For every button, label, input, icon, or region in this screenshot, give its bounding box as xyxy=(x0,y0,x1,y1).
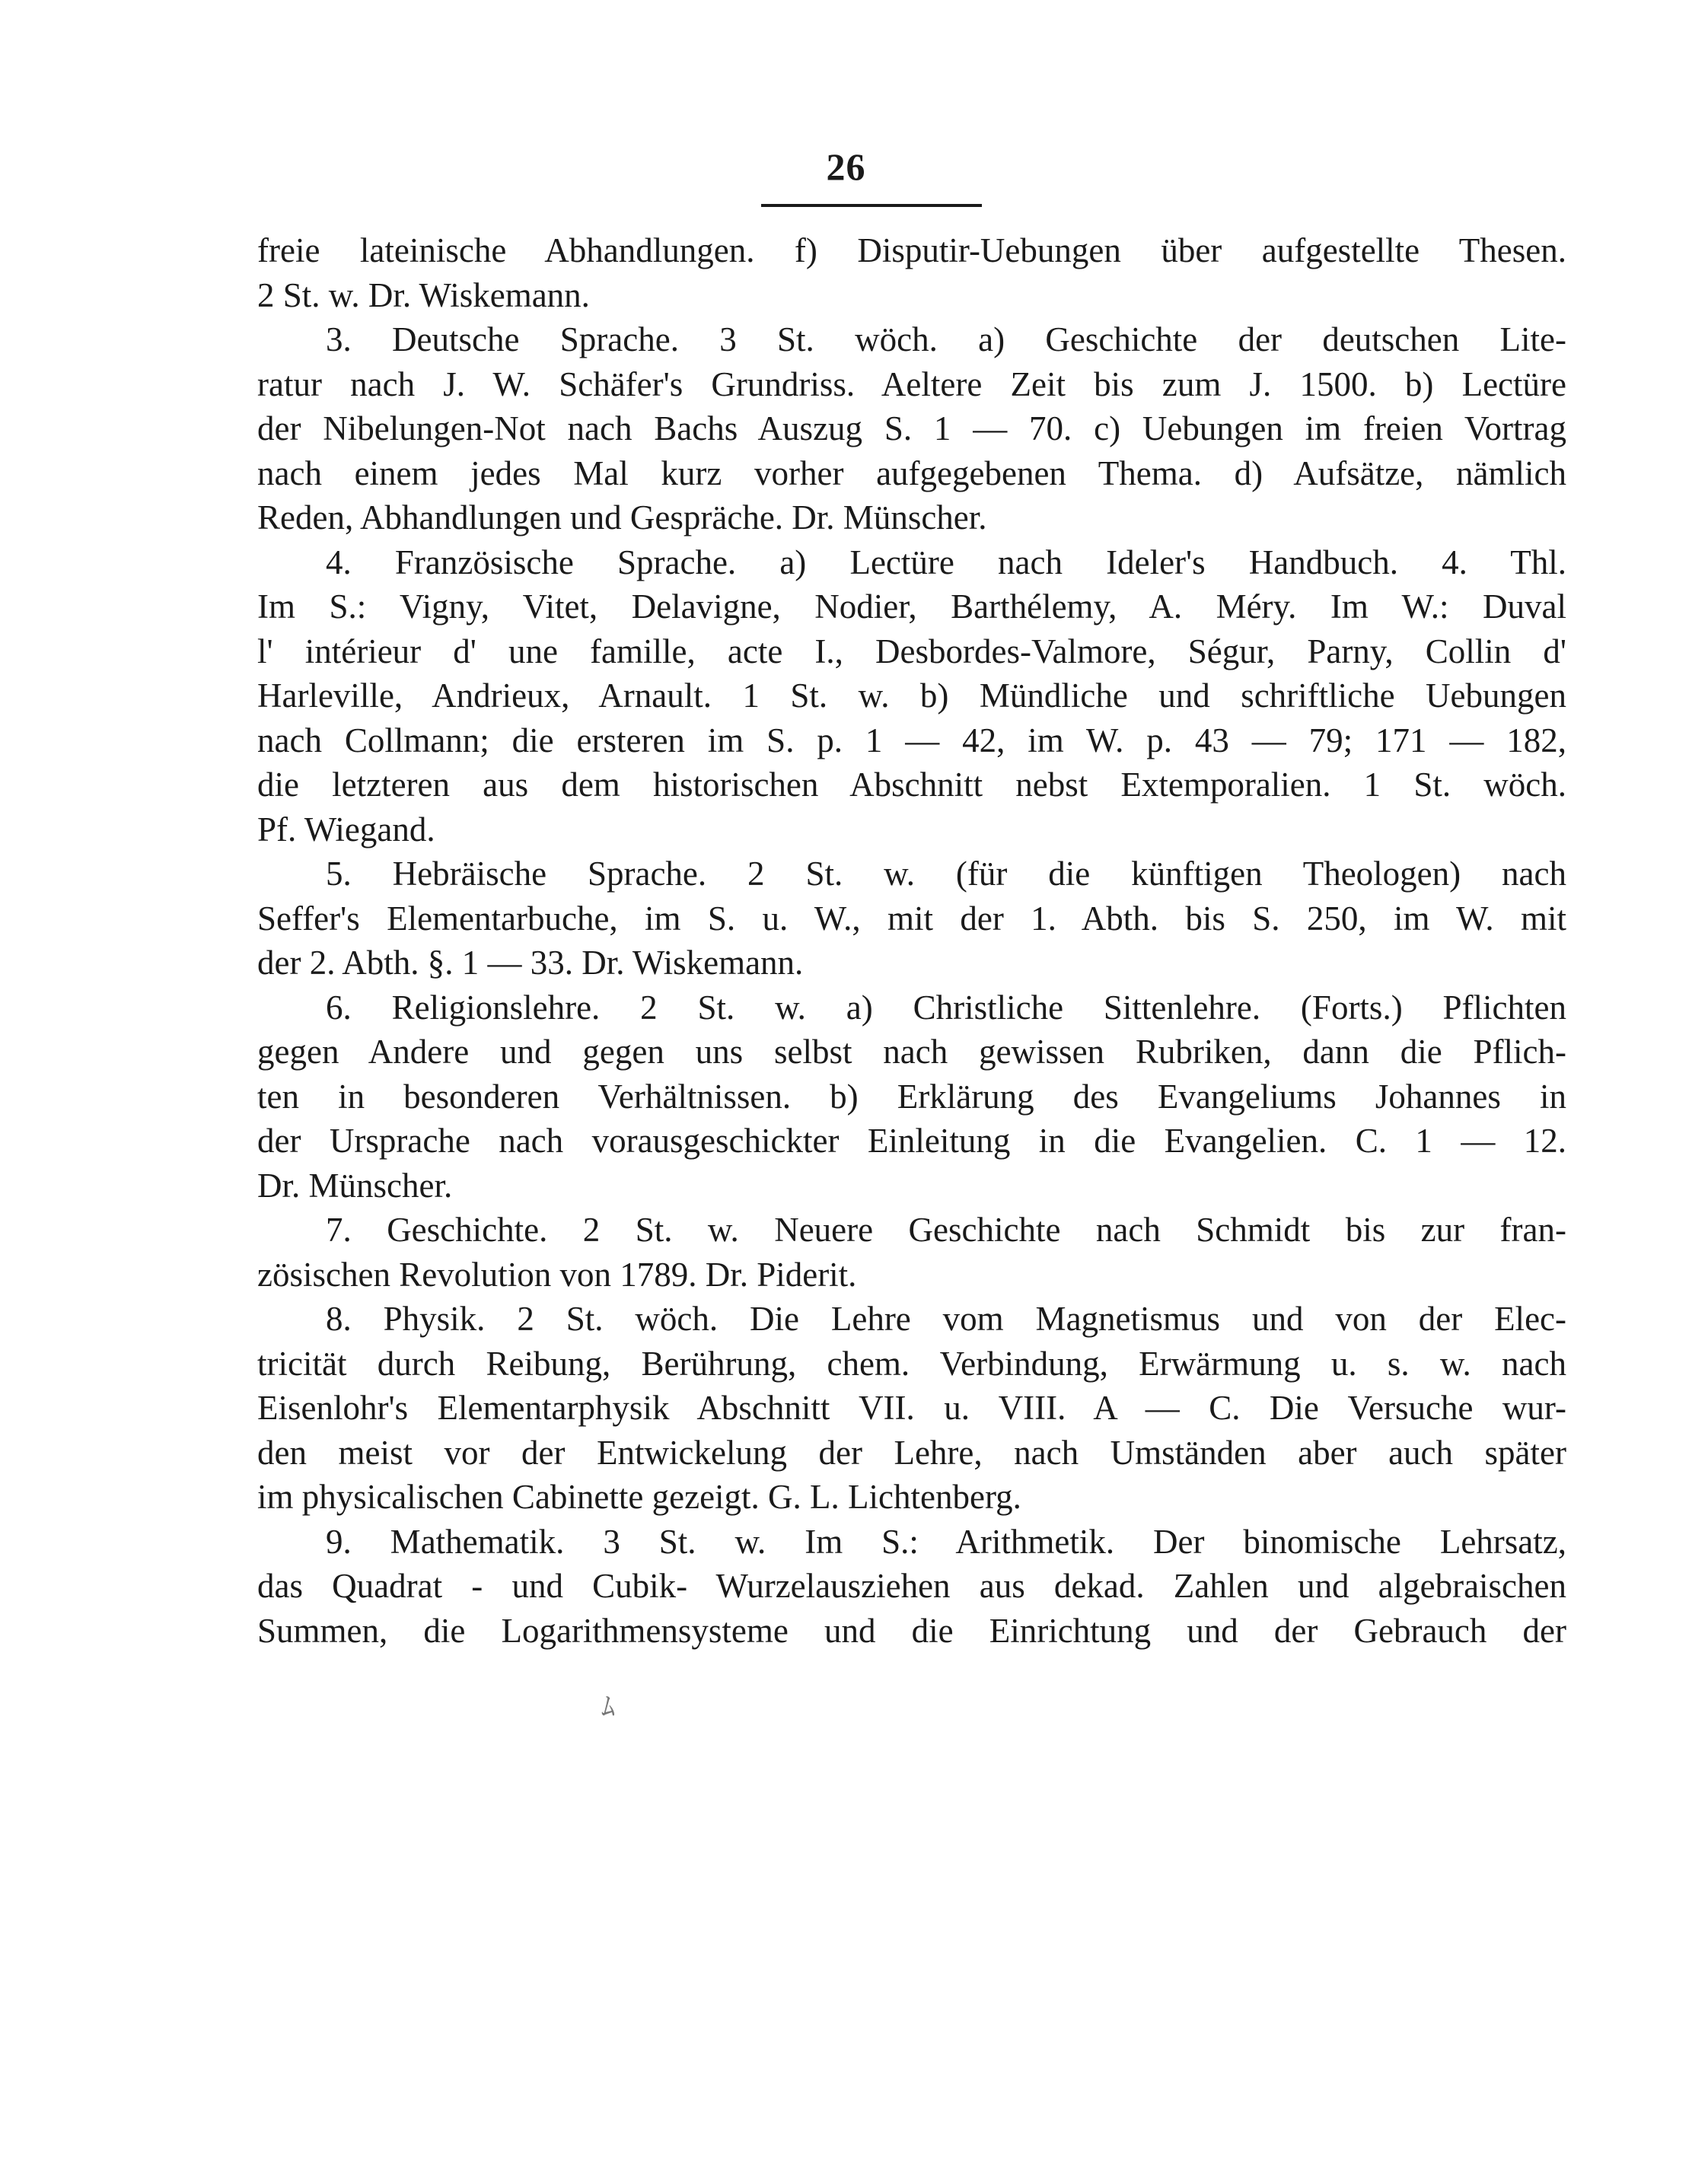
text-line: Eisenlohr's Elementarphysik Abschnitt VII. u. VIII. A — C. Die Versuche wur- xyxy=(257,1389,1566,1427)
text-line: der Ursprache nach vorausgeschickter Einleitung in die Evangelien. C. 1 — 12. xyxy=(257,1122,1566,1160)
text-line: Dr. Münscher. xyxy=(257,1166,453,1205)
text-line: der 2. Abth. §. 1 — 33. Dr. Wiskemann. xyxy=(257,944,804,982)
stray-print-mark: ﾑ xyxy=(601,1692,615,1722)
section-heading-geschichte: 7. Geschichte. 2 St. w. Neuere Geschichte nach Schmidt bis zur fran- xyxy=(326,1211,1566,1249)
text-line: Im S.: Vigny, Vitet, Delavigne, Nodier, Barthélemy, A. Méry. Im W.: Duval xyxy=(257,587,1566,626)
section-heading-franzoesische-sprache: 4. Französische Sprache. a) Lectüre nach Ideler's Handbuch. 4. Thl. xyxy=(326,543,1566,581)
body-text xyxy=(257,228,1566,1653)
text-line: die letzteren aus dem historischen Abschnitt nebst Extemporalien. 1 St. wöch. xyxy=(257,766,1566,804)
text-line: nach Collmann; die ersteren im S. p. 1 — 42, im W. p. 43 — 79; 171 — 182, xyxy=(257,721,1566,759)
section-heading-religionslehre: 6. Religionslehre. 2 St. w. a) Christliche Sittenlehre. (Forts.) Pflichten xyxy=(326,988,1566,1027)
text-line: das Quadrat - und Cubik- Wurzelausziehen aus dekad. Zahlen und algebraischen xyxy=(257,1567,1566,1605)
text-line: Summen, die Logarithmensysteme und die Einrichtung und der Gebrauch der xyxy=(257,1611,1566,1650)
section-heading-physik: 8. Physik. 2 St. wöch. Die Lehre vom Magnetismus und von der Elec- xyxy=(326,1300,1566,1338)
section-heading-mathematik: 9. Mathematik. 3 St. w. Im S.: Arithmetik. Der binomische Lehrsatz, xyxy=(326,1522,1566,1561)
section-heading-hebraeische-sprache: 5. Hebräische Sprache. 2 St. w. (für die künftigen Theologen) nach xyxy=(326,855,1566,893)
text-line: Reden, Abhandlungen und Gespräche. Dr. Münscher. xyxy=(257,498,987,536)
text-line: Pf. Wiegand. xyxy=(257,810,435,848)
text-line: Harleville, Andrieux, Arnault. 1 St. w. b) Mündliche und schriftliche Uebungen xyxy=(257,677,1566,715)
text-line: tricität durch Reibung, Berührung, chem. Verbindung, Erwärmung u. s. w. nach xyxy=(257,1344,1566,1383)
text-line: im physicalischen Cabinette gezeigt. G. L. Lichtenberg. xyxy=(257,1478,1021,1516)
text-line: l' intérieur d' une famille, acte I., Desbordes-Valmore, Ségur, Parny, Collin d' xyxy=(257,632,1566,670)
page-number: 26 xyxy=(826,145,866,188)
text-line: gegen Andere und gegen uns selbst nach gewissen Rubriken, dann die Pflich- xyxy=(257,1033,1566,1071)
text-line: der Nibelungen-Not nach Bachs Auszug S. 1 — 70. c) Uebungen im freien Vortrag xyxy=(257,409,1566,447)
section-heading-deutsche-sprache: 3. Deutsche Sprache. 3 St. wöch. a) Geschichte der deutschen Lite- xyxy=(326,320,1566,358)
text-line: 2 St. w. Dr. Wiskemann. xyxy=(257,275,590,314)
page-number-rule xyxy=(761,204,982,207)
text-line: zösischen Revolution von 1789. Dr. Piderit. xyxy=(257,1255,857,1294)
text-line: den meist vor der Entwickelung der Lehre, nach Umständen aber auch später xyxy=(257,1433,1566,1472)
text-line: Seffer's Elementarbuche, im S. u. W., mit der 1. Abth. bis S. 250, im W. mit xyxy=(257,899,1566,938)
text-line: freie lateinische Abhandlungen. f) Disputir-Uebungen über aufgestellte Thesen. xyxy=(257,231,1566,269)
text-line: ten in besonderen Verhältnissen. b) Erklärung des Evangeliums Johannes in xyxy=(257,1077,1566,1116)
text-line: ratur nach J. W. Schäfer's Grundriss. Aeltere Zeit bis zum J. 1500. b) Lectüre xyxy=(257,365,1566,403)
text-line: nach einem jedes Mal kurz vorher aufgegebenen Thema. d) Aufsätze, nämlich xyxy=(257,454,1566,492)
